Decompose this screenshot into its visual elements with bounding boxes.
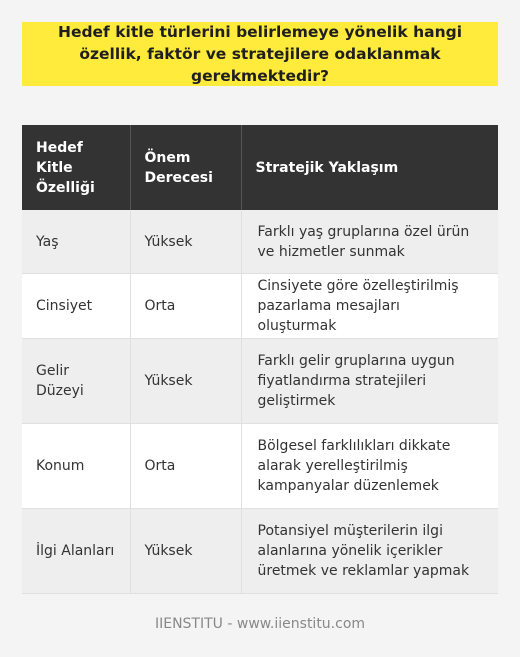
importance-cell: Orta: [130, 424, 241, 509]
feature-cell: Yaş: [22, 210, 130, 274]
importance-cell: Yüksek: [130, 339, 241, 424]
feature-cell: Konum: [22, 424, 130, 509]
table-header-row: [22, 125, 498, 210]
strategy-cell: Farklı yaş gruplarına özel ürün ve hizmetler sunmak: [241, 210, 498, 274]
strategy-cell: Potansiyel müşterilerin ilgi alanlarına yönelik içerikler üretmek ve reklamlar yapmak: [241, 509, 498, 594]
strategy-cell: Farklı gelir gruplarına uygun fiyatlandırma stratejileri geliştirmek: [241, 339, 498, 424]
table-row: [22, 424, 498, 509]
table-row: [22, 339, 498, 424]
header-importance: Önem Derecesi: [130, 125, 241, 210]
strategy-cell: Bölgesel farklılıkları dikkate alarak yerelleştirilmiş kampanyalar düzenlemek: [241, 424, 498, 509]
importance-cell: Yüksek: [130, 509, 241, 594]
importance-cell: Yüksek: [130, 210, 241, 274]
footer-credit: IIENSTITU - www.iienstitu.com: [154, 616, 366, 632]
feature-cell: İlgi Alanları: [22, 509, 130, 594]
header-strategy: Stratejik Yaklaşım: [241, 125, 498, 210]
feature-cell: Cinsiyet: [22, 274, 130, 339]
strategy-cell: Cinsiyete göre özelleştirilmiş pazarlama mesajları oluşturmak: [241, 274, 498, 339]
table-row: [22, 210, 498, 274]
table-row: [22, 509, 498, 594]
table-row: [22, 274, 498, 339]
comparison-table: [22, 125, 498, 594]
page-title: Hedef kitle türlerini belirlemeye yönelik hangi özellik, faktör ve stratejilere odaklanmak gerekmektedir?: [22, 22, 498, 86]
feature-cell: Gelir Düzeyi: [22, 339, 130, 424]
importance-cell: Orta: [130, 274, 241, 339]
header-audience-feature: Hedef Kitle Özelliği: [22, 125, 130, 210]
